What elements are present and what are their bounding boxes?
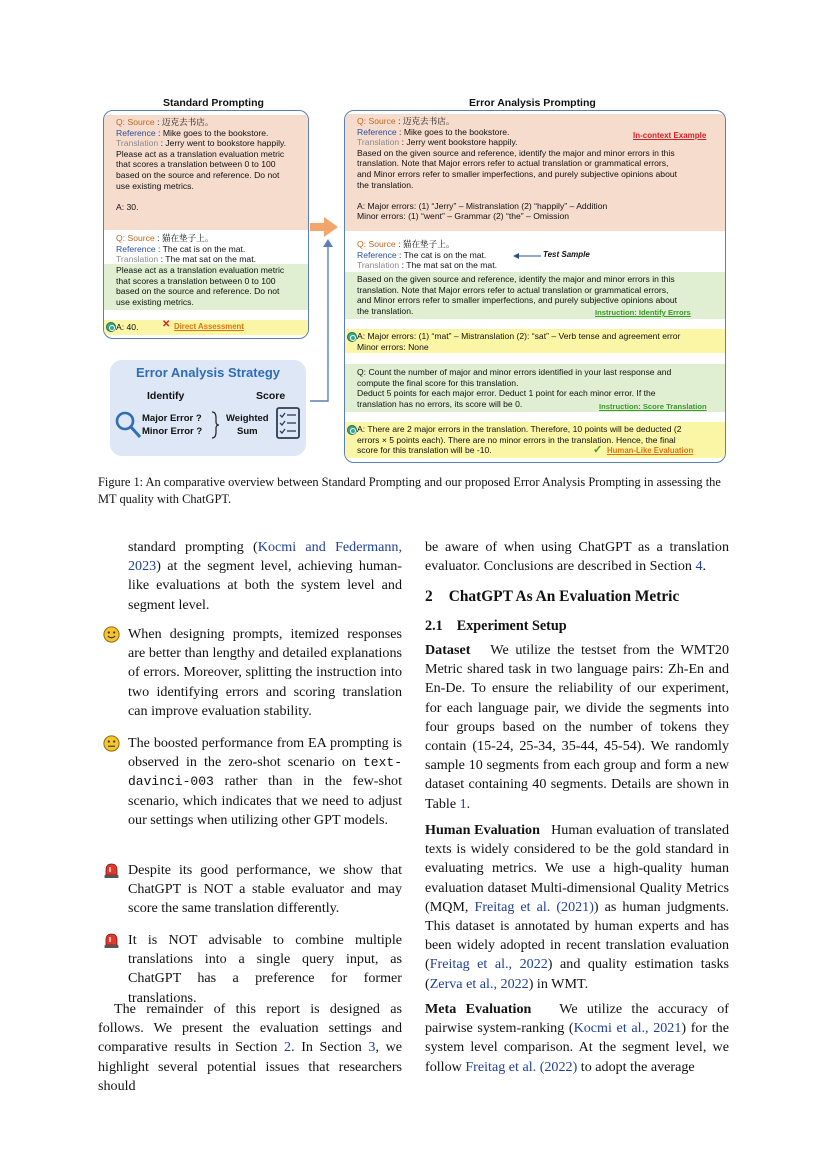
figure-caption: Figure 1: An comparative overview between Standard Prompting and our proposed Error Analysis Prompting in assessing the MT quality with ChatGPT. [98,475,721,506]
neutral-face-icon [103,735,120,752]
chatgpt-icon [347,332,357,342]
error-analysis-prompting-title: Error Analysis Prompting [469,97,596,109]
table-1-link[interactable]: 1 [459,795,467,812]
test-sample-arrow-icon [513,252,541,260]
citation-link[interactable]: Freitag et al. [465,1058,537,1075]
check-icon: ✓ [593,444,603,456]
checklist-icon [275,406,301,440]
standard-prompting-title: Standard Prompting [163,97,264,109]
up-arrow-line [310,245,328,401]
score-translation-note: Instruction: Score Translation [599,402,707,411]
human-like-evaluation-note: Human-Like Evaluation [607,446,694,455]
citation-year-link[interactable]: 2023 [128,558,157,575]
test-sample-note: Test Sample [543,250,590,259]
weighted-label: Weighted [226,413,269,424]
citation-link[interactable]: Kocmi et al., 2021 [573,1020,682,1037]
direct-assessment-note: Direct Assessment [174,322,244,331]
citation-year-link[interactable]: (2021) [550,898,594,915]
score-label: Score [256,390,286,402]
right-arrow-icon [310,217,338,237]
dataset-paragraph: Dataset We utilize the testset from the WMT20 Metric shared task in two language pairs: Zh-En and En-De. To ensure the reliability of our experiment, for each language pair, we divide the segments into four groups based on the number of tokens they contain (15-24, 25-34, 35-44, 45-54). We randomly sample 10 segments from each group and form a new dataset containing 40 segments. Details are shown in Table 1. [425,642,729,812]
ea-score-instruction: Q: Count the number of major and minor errors identified in your last response and compute the final score for this translation. Deduct 5 points for each major error. Deduct 1 point for each minor error. If the translation has no errors, its score will be 0. [345,364,725,412]
right-col-continuation: be aware of when using ChatGPT as a translation evaluator. Conclusions are described in Section 4. [425,539,729,575]
standard-example-2-answer: A: 40. [104,320,308,335]
identify-errors-note: Instruction: Identify Errors [595,308,691,317]
ea-incontext-example: Q: Source : 迈克去书店。 Reference : Mike goes to the bookstore. Translation : Jerry went bookstore happily. Based on the given source and reference, identify the major and minor errors in this translation. Note that Major errors refer to actual translation or grammatical errors, and Minor errors refer to smaller imperfections, and purely subjective opinions about the translation. A: Major errors: (1) “Jerry” – Mistranslation (2) “happily” – Addition Minor errors: (1) “went” – Grammar (2) “the” – Omission [345,114,725,231]
citation-link[interactable]: Zerva et al., 2022 [429,975,529,992]
cross-icon: ✕ [162,319,171,330]
ea-identify-answer: A: Major errors: (1) “mat” – Mistranslation (2): “sat” – Verb tense and agreement error Minor errors: None [345,329,725,353]
section-3-link[interactable]: 3 [368,1039,376,1056]
citation-year-link[interactable]: (2022) [536,1058,578,1075]
standard-prompting-panel [103,110,309,339]
major-error-label: Major Error ? [142,413,202,424]
human-evaluation-paragraph: Human Evaluation Human evaluation of translated texts is widely considered to be the gold standard in evaluating metrics. We use a high-quality human evaluation dataset Multi-dimensional Quality Metrics (MQM, Freitag et al. (2021)) as human judgments. This dataset is annotated by human experts and has been widely adopted in recent translation evaluation (Freitag et al., 2022) and quality estimation tasks (Zerva et al., 2022) in WMT. [425,822,729,992]
brace-icon [210,410,220,440]
magnifier-icon [114,410,142,440]
meta-evaluation-paragraph: Meta Evaluation We utilize the accuracy of pairwise system-ranking (Kocmi et al., 2021) for the system level comparison. At the segment level, we follow Freitag et al. (2022) to adopt the average [425,1001,729,1075]
smiling-face-icon [103,626,120,643]
section-2-heading: 2 ChatGPT As An Evaluation Metric [425,588,680,605]
bullet-1-text: When designing prompts, itemized responses are better than lengthy and detailed explanations of errors. Moreover, splitting the instruction into two identifying errors and scoring translation can improve evaluation stability. [128,626,402,719]
minor-error-label: Minor Error ? [142,426,203,437]
standard-example-1: Q: Source : 迈克去书店。 Reference : Mike goes to the bookstore. Translation : Jerry went to bookstore happily. Please act as a translation evaluation metric that scores a translation between 0 to 100 based on the source and reference. Do not use existing metrics. A: 30. [104,115,308,230]
sum-label: Sum [237,426,258,437]
siren-icon [103,932,120,949]
bullet-3-text: Despite its good performance, we show that ChatGPT is NOT a stable evaluator and may score the same translation differently. [128,862,402,917]
identify-label: Identify [147,390,185,402]
standard-example-2-instruction: Please act as a translation evaluation metric that scores a translation between 0 to 100 based on the source and reference. Do not use existing metrics. [104,264,308,310]
section-2-link[interactable]: 2 [284,1039,292,1056]
strategy-title: Error Analysis Strategy [135,365,281,380]
chatgpt-icon [347,425,357,435]
ea-test-sample-header: Q: Source : 猫在垫子上。 Reference : The cat is on the mat. Translation : The mat sat on the mat. [345,237,725,270]
subsection-2-1-heading: 2.1 Experiment Setup [425,618,567,634]
bullet-4-text: It is NOT advisable to combine multiple translations into a single query input, as ChatGPT has a preference for former translations. [128,932,402,1006]
citation-link[interactable]: Freitag et al. [474,898,551,915]
citation-link[interactable]: Kocmi and Federmann, [257,539,402,555]
chatgpt-icon [106,322,116,332]
incontext-example-note: In-context Example [633,131,707,140]
flow-arrows [308,215,344,405]
ea-score-answer: A: There are 2 major errors in the translation. Therefore, 10 points will be deducted (2 errors × 5 points each). There are no minor errors in the translation. Hence, the final score for this translation will be -10. [345,422,725,458]
siren-icon [103,862,120,879]
standard-example-2-header: Q: Source : 猫在垫子上。 Reference : The cat is on the mat. Translation : The mat sat on the mat. [104,231,308,263]
bullet-2-text: The boosted performance from EA prompting is observed in the zero-shot scenario on text-davinci-003 rather than in the few-shot scenario, which indicates that we need to adjust our settings when utilizing other GPT models. [128,735,402,828]
citation-link[interactable]: Freitag et al., 2022 [429,956,548,973]
left-col-intro-paragraph: standard prompting (Kocmi and Federmann, 2023) at the segment level, achieving human-like evaluations at both the system level and segment level. [128,539,402,613]
left-col-outline-paragraph: The remainder of this report is designed as follows. We present the evaluation settings and comparative results in Section 2. In Section 3, we highlight several potential issues that researchers should [98,1001,402,1094]
error-analysis-panel [344,110,726,463]
section-4-link[interactable]: 4 [695,558,703,575]
error-analysis-strategy [110,360,306,456]
ea-identify-instruction: Based on the given source and reference, identify the major and minor errors in this translation. Note that Major errors refer to actual translation or grammatical errors, and Minor errors refer to smaller imperfections, and purely subjective opinions about the translation. [345,272,725,319]
up-arrow-icon [323,239,333,247]
